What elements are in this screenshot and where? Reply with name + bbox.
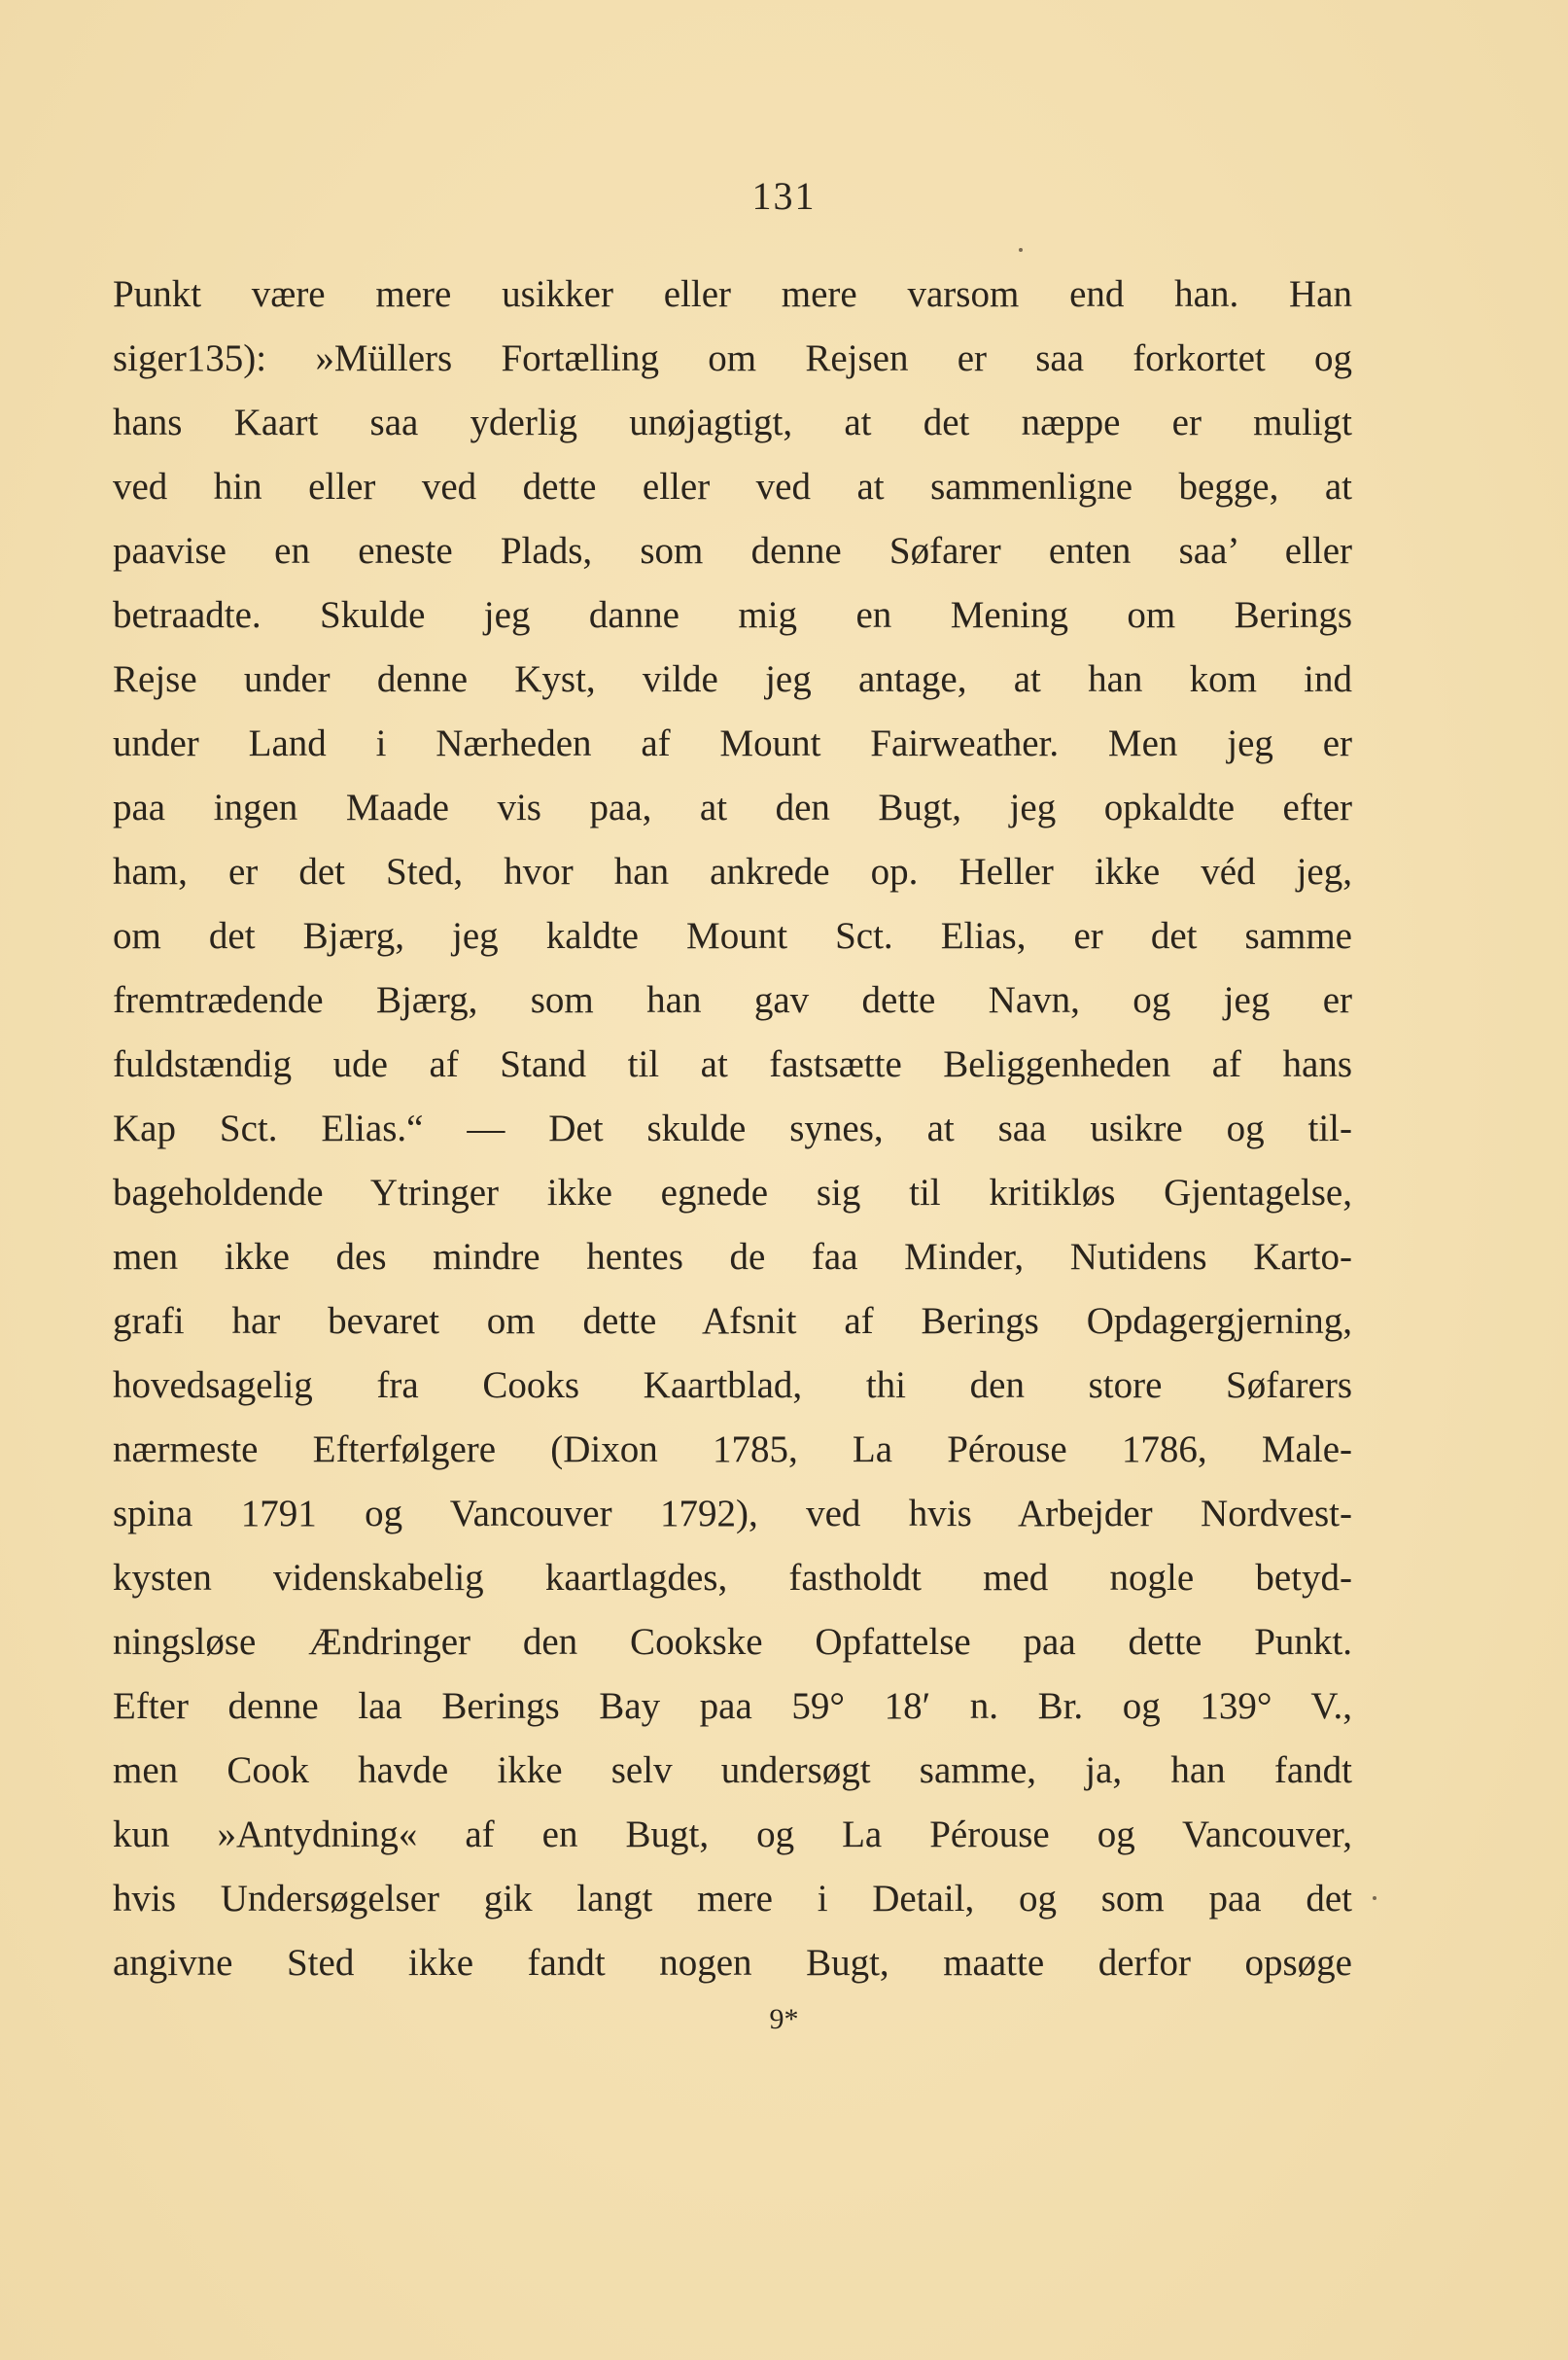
text-line: kun »Antydning« af en Bugt, og La Pérouse og Vancouver, bbox=[113, 1814, 1352, 1855]
text-line: men ikke des mindre hentes de faa Minder, Nutidens Karto- bbox=[113, 1236, 1352, 1278]
text-line: betraadte. Skulde jeg danne mig en Mening om Berings bbox=[113, 594, 1352, 636]
text-line: om det Bjærg, jeg kaldte Mount Sct. Elias, er det samme bbox=[113, 915, 1352, 957]
text-line: fremtrædende Bjærg, som han gav dette Navn, og jeg er bbox=[113, 979, 1352, 1021]
text-line: Punkt være mere usikker eller mere varsom end han. Han bbox=[113, 273, 1352, 315]
body-text bbox=[113, 263, 1352, 1995]
text-line: angivne Sted ikke fandt nogen Bugt, maatte derfor opsøge bbox=[113, 1942, 1352, 1984]
text-line: hvis Undersøgelser gik langt mere i Detail, og som paa det bbox=[113, 1878, 1352, 1920]
text-line: bageholdende Ytringer ikke egnede sig til kritikløs Gjentagelse, bbox=[113, 1172, 1352, 1214]
text-line: Kap Sct. Elias.“ — Det skulde synes, at saa usikre og til- bbox=[113, 1108, 1352, 1149]
text-line: spina 1791 og Vancouver 1792), ved hvis Arbejder Nordvest- bbox=[113, 1493, 1352, 1534]
paper-speck bbox=[1373, 1896, 1376, 1900]
page-number: 131 bbox=[751, 174, 817, 218]
text-line: fuldstændig ude af Stand til at fastsætte Beliggenheden af hans bbox=[113, 1043, 1352, 1085]
text-line: siger135): »Müllers Fortælling om Rejsen er saa forkortet og bbox=[113, 337, 1352, 379]
text-line: Rejse under denne Kyst, vilde jeg antage, at han kom ind bbox=[113, 658, 1352, 700]
text-line: grafi har bevaret om dette Afsnit af Berings Opdagergjerning, bbox=[113, 1300, 1352, 1342]
text-line: ningsløse Ændringer den Cookske Opfattelse paa dette Punkt. bbox=[113, 1621, 1352, 1663]
text-line: hovedsagelig fra Cooks Kaartblad, thi den store Søfarers bbox=[113, 1364, 1352, 1406]
text-line: paavise en eneste Plads, som denne Søfarer enten saa’ eller bbox=[113, 530, 1352, 572]
signature-mark bbox=[0, 2003, 1568, 2036]
text-line: nærmeste Efterfølgere (Dixon 1785, La Pérouse 1786, Male- bbox=[113, 1428, 1352, 1470]
paper-speck bbox=[1019, 248, 1023, 252]
text-line: hans Kaart saa yderlig unøjagtigt, at det næppe er muligt bbox=[113, 402, 1352, 443]
text-line: Efter denne laa Berings Bay paa 59° 18′ n. Br. og 139° V., bbox=[113, 1685, 1352, 1727]
text-line: ham, er det Sted, hvor han ankrede op. Heller ikke véd jeg, bbox=[113, 851, 1352, 893]
text-line: men Cook havde ikke selv undersøgt samme, ja, han fandt bbox=[113, 1749, 1352, 1791]
text-line: kysten videnskabelig kaartlagdes, fastholdt med nogle betyd- bbox=[113, 1557, 1352, 1599]
signature-mark-text: 9* bbox=[769, 2003, 799, 2035]
text-line: paa ingen Maade vis paa, at den Bugt, jeg opkaldte efter bbox=[113, 787, 1352, 828]
text-line: under Land i Nærheden af Mount Fairweather. Men jeg er bbox=[113, 722, 1352, 764]
text-line: ved hin eller ved dette eller ved at sammenligne begge, at bbox=[113, 466, 1352, 508]
